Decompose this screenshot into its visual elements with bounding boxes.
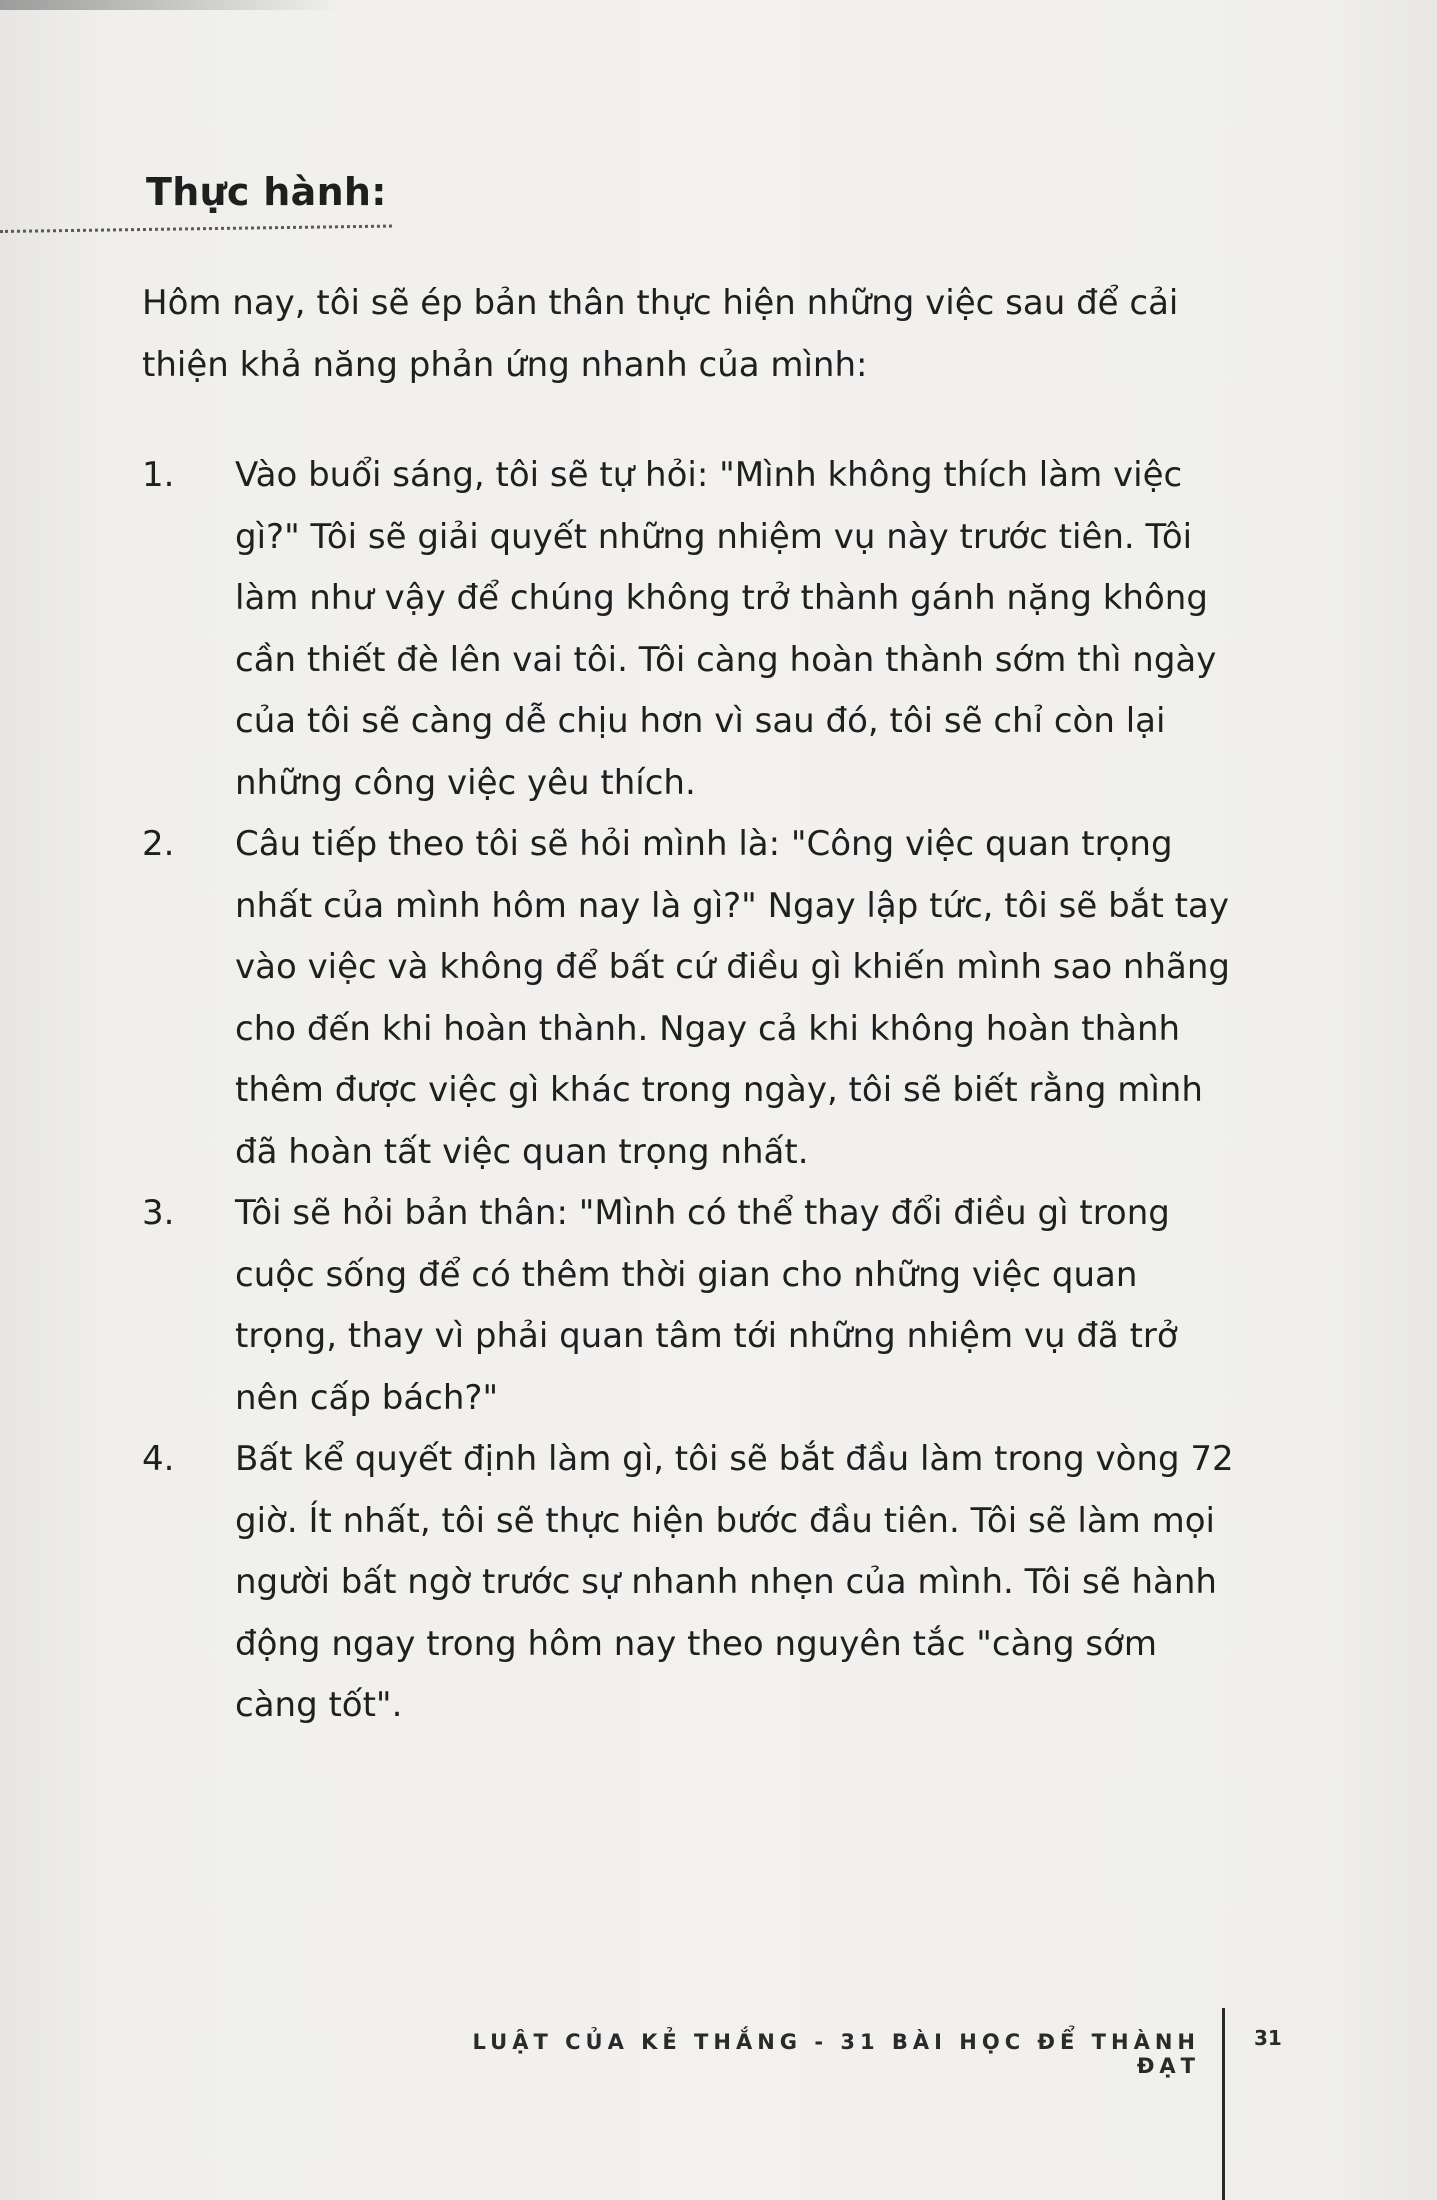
list-item-text: Tôi sẽ hỏi bản thân: "Mình có thể thay đổi điều gì trong cuộc sống để có thêm thời gian cho những việc quan trọng, thay vì phải quan tâm tới những nhiệm vụ đã trở nên cấp bách?" [235,1193,1178,1418]
list-item-text: Bất kể quyết định làm gì, tôi sẽ bắt đầu làm trong vòng 72 giờ. Ít nhất, tôi sẽ thực hiện bước đầu tiên. Tôi sẽ làm mọi người bất ngờ trước sự nhanh nhẹn của mình. Tôi sẽ hành động ngay trong hôm nay theo nguyên tắc "càng sớm càng tốt". [235,1439,1234,1725]
list-item [142,1429,1242,1737]
page-edge-shadow [0,0,340,10]
list-item [142,814,1242,1183]
page-number: 31 [1254,2026,1282,2050]
intro-paragraph: Hôm nay, tôi sẽ ép bản thân thực hiện những việc sau để cải thiện khả năng phản ứng nhanh của mình: [142,283,1179,385]
list-item-number: 1. [142,455,175,495]
section-heading: Thực hành: [146,170,387,214]
list-item-number: 3. [142,1193,175,1233]
practice-list [142,445,1242,1737]
running-footer-title: LUẬT CỦA KẺ THẮNG - 31 BÀI HỌC ĐỂ THÀNH ĐẠT [472,2030,1200,2078]
list-item-number: 2. [142,824,175,864]
list-item-number: 4. [142,1439,175,1479]
list-item [142,445,1242,814]
list-item-text: Vào buổi sáng, tôi sẽ tự hỏi: "Mình không thích làm việc gì?" Tôi sẽ giải quyết những nhiệm vụ này trước tiên. Tôi làm như vậy để chúng không trở thành gánh nặng không cần thiết đè lên vai tôi. Tôi càng hoàn thành sớm thì ngày của tôi sẽ càng dễ chịu hơn vì sau đó, tôi sẽ chỉ còn lại những công việc yêu thích. [235,455,1217,803]
list-item [142,1183,1242,1429]
footer-vertical-rule [1222,2008,1225,2200]
heading-dotted-rule [0,225,392,233]
list-item-text: Câu tiếp theo tôi sẽ hỏi mình là: "Công việc quan trọng nhất của mình hôm nay là gì?" Ngay lập tức, tôi sẽ bắt tay vào việc và không để bất cứ điều gì khiến mình sao nhãng cho đến khi hoàn thành. Ngay cả khi không hoàn thành thêm được việc gì khác trong ngày, tôi sẽ biết rằng mình đã hoàn tất việc quan trọng nhất. [235,824,1230,1172]
